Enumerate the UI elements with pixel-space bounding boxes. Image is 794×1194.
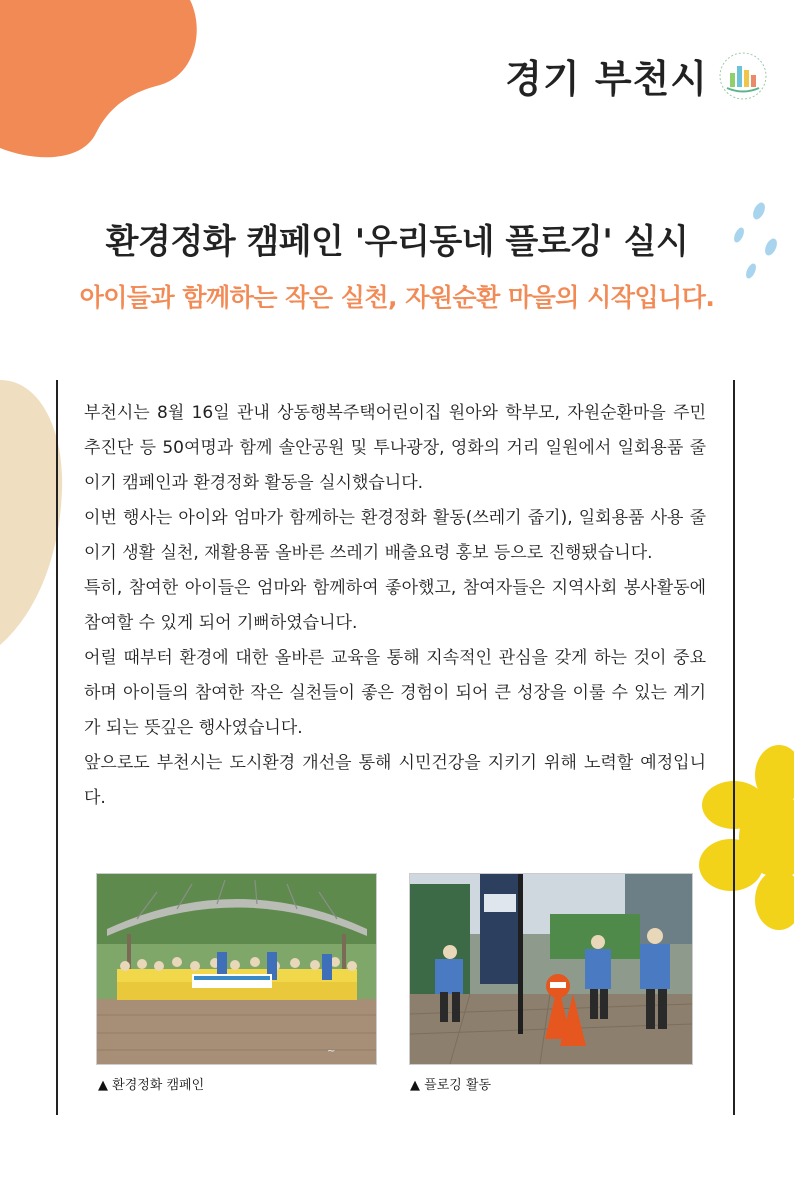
svg-text:~: ~ [327,1046,336,1057]
city-name: 경기 부천시 [505,57,708,101]
paragraph: 특히, 참여한 아이들은 엄마와 함께하여 좋아했고, 참여자들은 지역사회 봉사활동에 참여할 수 있게 되어 기뻐하였습니다. [84,578,706,633]
campaign-group-photo [96,873,377,1065]
article-subtitle: 아이들과 함께하는 작은 실천, 자원순환 마을의 시작입니다. [79,283,715,312]
paragraph: 부천시는 8월 16일 관내 상동행복주택어린이집 원아와 학부모, 자원순환마을 주민추진단 등 50여명과 함께 솔안공원 및 투나광장, 영화의 거리 일원에서 일회용품 줄이기 캠페인과 환경정화 활동을 실시했습니다. [84,403,706,493]
yellow-flower-decoration [699,745,794,930]
photo-caption: ▲ 플로깅 활동 [410,1078,492,1093]
brand-header [505,48,768,103]
right-border-rule [733,380,735,1115]
plogging-activity-photo [409,873,693,1065]
article-title: 환경정화 캠페인 '우리동네 플로깅' 실시 [105,222,689,262]
orange-blob-decoration [0,0,200,160]
beige-blob-decoration [0,370,70,650]
healthy-cities-logo-icon [718,51,768,101]
left-border-rule [56,380,58,1115]
article-body [84,396,706,816]
paragraph: 이번 행사는 아이와 엄마가 함께하는 환경정화 활동(쓰레기 줍기), 일회용품 사용 줄이기 생활 실천, 재활용품 올바른 쓰레기 배출요령 홍보 등으로 진행됐습니다. [84,508,706,563]
paragraph: 앞으로도 부천시는 도시환경 개선을 통해 시민건강을 지키기 위해 노력할 예정입니다. [84,753,706,808]
photo-caption: ▲ 환경정화 캠페인 [98,1078,205,1093]
paragraph: 어릴 때부터 환경에 대한 올바른 교육을 통해 지속적인 관심을 갖게 하는 것이 중요하며 아이들의 참여한 작은 실천들이 좋은 경험이 되어 큰 성장을 이룰 수 있는 계기가 되는 뜻깊은 행사였습니다. [84,648,706,738]
